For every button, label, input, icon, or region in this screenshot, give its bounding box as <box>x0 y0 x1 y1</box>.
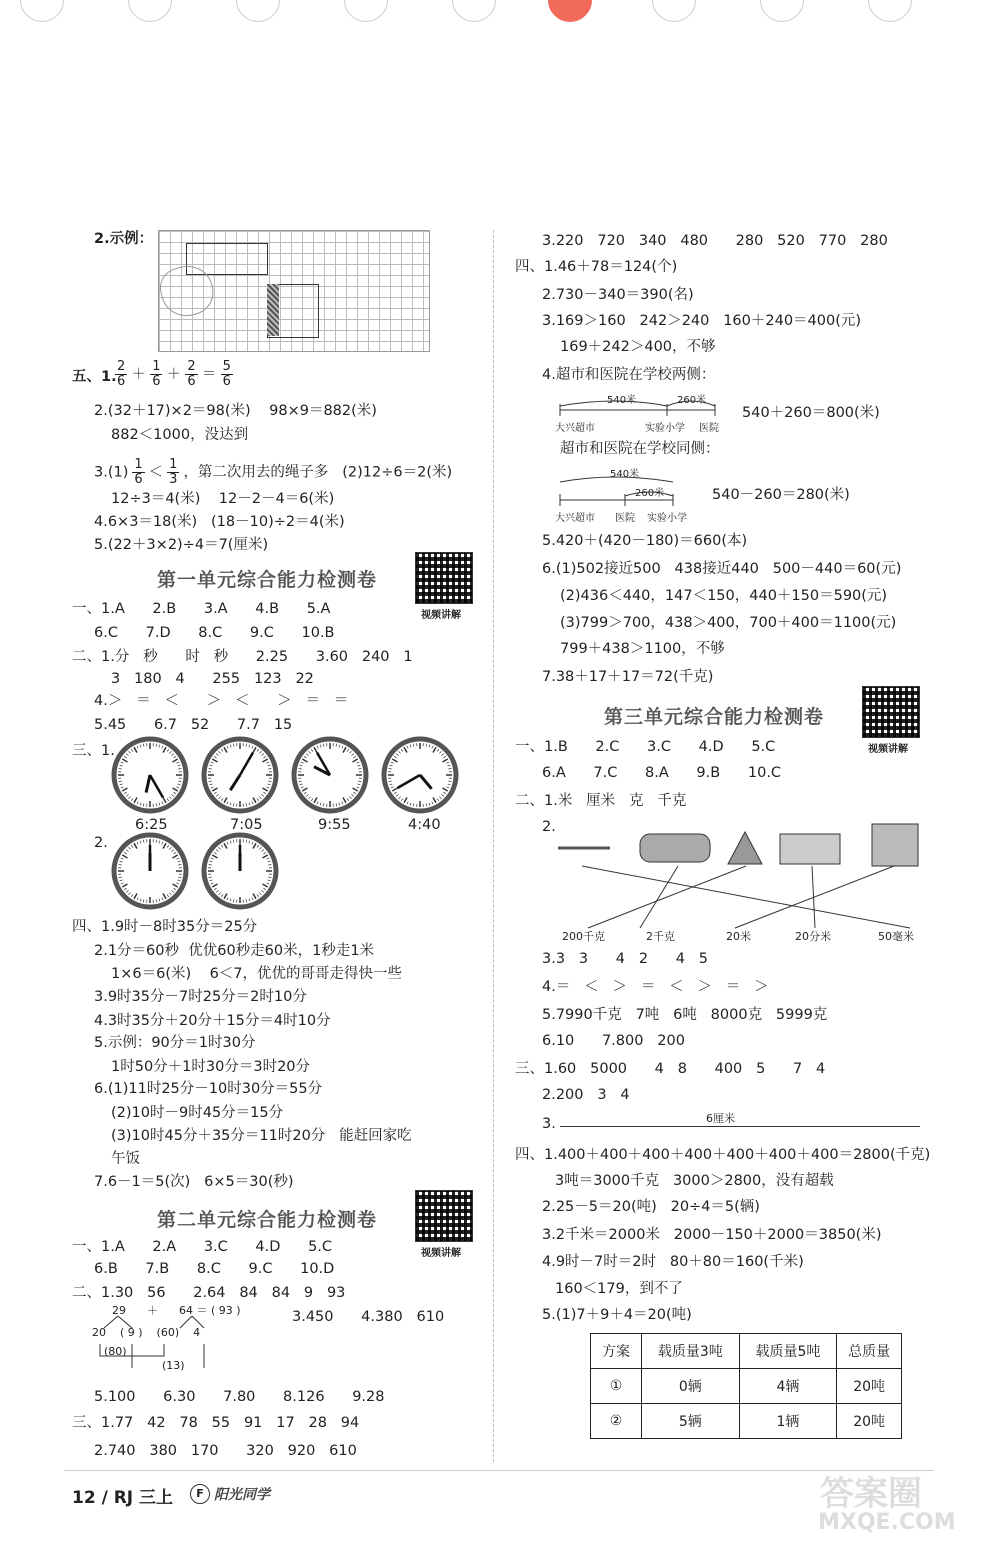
answer-line: 一、1.B 2.C 3.C 4.D 5.C <box>515 739 776 755</box>
q5-1-expression: $\frac{2}{6}$ ＋ $\frac{1}{6}$ ＋ $\frac{2}{6}$ ＝ $\frac{5}{6}$ <box>117 359 231 389</box>
page-edge-dot-active <box>548 0 592 22</box>
q5-1-label: 五、1. <box>72 369 117 385</box>
answer-line: 午饭 <box>111 1151 140 1167</box>
clock-face <box>384 739 456 811</box>
answer-line: 6.C 7.D 8.C 9.C 10.B <box>94 625 335 641</box>
page-edge-dot <box>868 0 912 22</box>
page-edge-dot <box>760 0 804 22</box>
answer-line: 6.10 7.800 200 <box>542 1033 685 1049</box>
answer-line: 4.6×3＝18(米) (18－10)÷2＝4(米) <box>94 514 345 530</box>
page-edge-dot <box>236 0 280 22</box>
answer-line: 2.1分＝60秒 优优60秒走60米，1秒走1米 <box>94 943 375 959</box>
clock-time: 6:25 <box>135 817 168 833</box>
answer-line: 540＋260＝800(米) <box>742 405 880 421</box>
match-label: 200千克 <box>562 930 605 943</box>
answer-line: 4.＝ ＜ ＞ ＝ ＜ ＞ ＝ ＞ <box>542 979 769 995</box>
answer-line: 799＋438＞1100，不够 <box>560 641 725 657</box>
table-header: 总质量 <box>837 1334 902 1369</box>
qr-code[interactable] <box>862 686 920 738</box>
matching-diagram <box>550 820 930 930</box>
match-label: 2千克 <box>646 930 675 943</box>
answer-line: (2)10时－9时45分＝15分 <box>111 1105 284 1121</box>
clock-time: 9:55 <box>318 817 351 833</box>
tiger-icon <box>640 834 710 862</box>
transport-plan-table <box>590 1333 902 1439</box>
distance-diagram-same: 540米 260米 大兴超市 医院 实验小学 <box>555 469 687 524</box>
clock-time: 4:40 <box>408 817 441 833</box>
answer-line: 四、1.9时－8时35分＝25分 <box>72 919 258 935</box>
answer-line: 2. <box>542 819 556 835</box>
answer-line: 4.3时35分＋20分＋15分＝4时10分 <box>94 1013 331 1029</box>
answer-line: 4.超市和医院在学校两侧： <box>542 367 716 383</box>
answer-line: 3.9时35分－7时25分＝2时10分 <box>94 989 307 1005</box>
answer-line: (2)436＜440，147＜150，440＋150＝590(元) <box>560 588 888 604</box>
answer-line: 二、1.米 厘米 克 千克 <box>515 793 687 809</box>
answer-line: 169＋242＞400，不够 <box>560 339 716 355</box>
match-label: 20米 <box>726 930 751 943</box>
clock-time: 7:05 <box>230 817 263 833</box>
answer-line: 5.45 6.7 52 7.7 15 <box>94 717 293 733</box>
table-header: 方案 <box>591 1334 642 1369</box>
answer-line: 3.2千米＝2000米 2000－150＋2000＝3850(米) <box>542 1227 882 1243</box>
distance-diagram-opposite: 540米 260米 大兴超市 实验小学 医院 <box>555 395 719 434</box>
answer-line: 2.740 380 170 320 920 610 <box>94 1443 357 1459</box>
answer-line: 5.7990千克 7吨 6吨 8000克 5999克 <box>542 1007 828 1023</box>
answer-line: 6.(1)11时25分－10时30分＝55分 <box>94 1081 323 1097</box>
table-cell: ② <box>591 1404 642 1439</box>
building-icon <box>872 824 918 866</box>
table-cell: 1辆 <box>739 1404 837 1439</box>
answer-line: 3.220 720 340 480 280 520 770 280 <box>542 233 888 249</box>
answer-line: 2. <box>94 835 108 851</box>
answer-line: 超市和医院在学校同侧： <box>560 441 720 457</box>
page-edge-dot <box>344 0 388 22</box>
answer-line: 5.示例：90分＝1时30分 <box>94 1035 256 1051</box>
answer-line: 7.6－1＝5(次) 6×5＝30(秒) <box>94 1174 294 1190</box>
answer-line: 3 180 4 255 123 22 <box>111 671 314 687</box>
answer-line: 1×6＝6(米) 6＜7，优优的哥哥走得快一些 <box>111 966 403 982</box>
table-header: 载质量3吨 <box>642 1334 740 1369</box>
answer-line: 三、1. <box>72 743 115 759</box>
clock-face-blank <box>204 835 276 907</box>
answer-line: 3.169＞160 242＞240 160＋240＝400(元) <box>542 313 862 329</box>
match-label: 50毫米 <box>878 930 914 943</box>
answer-line: (3)10时45分＋35分＝11时20分 能赶回家吃 <box>111 1128 412 1144</box>
answer-line: 5.(1)7＋9＋4＝20(吨) <box>542 1307 692 1323</box>
page-edge-dot <box>652 0 696 22</box>
segment-label: 6厘米 <box>706 1112 735 1125</box>
answer-line: 3. <box>542 1116 556 1132</box>
brand-logo: 阳光同学 <box>214 1487 270 1503</box>
column-divider <box>493 230 494 1462</box>
qr-code[interactable] <box>415 1190 473 1242</box>
answer-line: 四、1.400＋400＋400＋400＋400＋400＋400＝2800(千克) <box>515 1147 931 1163</box>
pineapple-icon <box>728 832 762 864</box>
table-header: 载质量5吨 <box>739 1334 837 1369</box>
answer-line: 3.3 3 4 2 4 5 <box>542 951 708 967</box>
table-cell: 0辆 <box>642 1369 740 1404</box>
match-label: 20分米 <box>795 930 831 943</box>
answer-line: 7.38＋17＋17＝72(千克) <box>542 669 714 685</box>
clock-face <box>114 739 186 811</box>
answer-line: 3吨＝3000千克 3000＞2800，没有超载 <box>555 1173 834 1189</box>
answer-line: 1时50分＋1时30分＝3时20分 <box>111 1059 311 1075</box>
answer-line: 12÷3＝4(米) 12－2－4＝6(米) <box>111 491 335 507</box>
answer-line: 6.A 7.C 8.A 9.B 10.C <box>542 765 782 781</box>
watermark: 答案圈 <box>820 1474 922 1514</box>
line-segment <box>560 1126 920 1127</box>
page-number: 12 / RJ 三上 <box>72 1488 174 1508</box>
table-cell: 20吨 <box>837 1404 902 1439</box>
answer-line: 二、1.30 56 2.64 84 84 9 93 <box>72 1285 346 1301</box>
answer-line: 三、1.60 5000 4 8 400 5 7 4 <box>515 1061 826 1077</box>
answer-line: 2.200 3 4 <box>542 1087 630 1103</box>
qr-caption: 视频讲解 <box>421 610 461 621</box>
unit1-heading: 第一单元综合能力检测卷 <box>157 569 378 591</box>
grid-shaded-strip <box>267 284 279 336</box>
clock-face <box>204 739 276 811</box>
unit2-heading: 第二单元综合能力检测卷 <box>157 1209 378 1231</box>
answer-line: 6.B 7.B 8.C 9.C 10.D <box>94 1261 335 1277</box>
table-row <box>591 1404 902 1439</box>
answer-line: 6.(1)502接近500 438接近440 500－440＝60(元) <box>542 561 902 577</box>
answer-line: 三、1.77 42 78 55 91 17 28 94 <box>72 1415 360 1431</box>
number-split-diagram: 29 ＋ 64 ＝ ( 93 ) 20 ( 9 ) (60) 4 (80) (13) <box>92 1304 241 1372</box>
table-cell: 20吨 <box>837 1369 902 1404</box>
answer-line: 4.＞ ＝ ＜ ＞ ＜ ＞ ＝ ＝ <box>94 693 349 709</box>
answer-line: 2.730－340＝390(名) <box>542 287 694 303</box>
footer-rule <box>64 1470 934 1471</box>
answer-line: 3.(1) $\frac{1}{6}$ ＜ $\frac{1}{3}$ ，第二次用去的绳子多 (2)12÷6＝2(米) <box>94 457 453 487</box>
grid-answer-label: 2.示例： <box>94 231 154 247</box>
answer-line: 5.420＋(420－180)＝660(本) <box>542 533 748 549</box>
qr-caption: 视频讲解 <box>868 744 908 755</box>
answer-line: 一、1.A 2.B 3.A 4.B 5.A <box>72 601 331 617</box>
answer-line: 160＜179，到不了 <box>555 1281 683 1297</box>
table-header-row <box>591 1334 902 1369</box>
page-edge-dot <box>128 0 172 22</box>
watermark-url: MXQE.COM <box>818 1510 956 1535</box>
square-grid <box>158 230 430 352</box>
answer-line: 540－260＝280(米) <box>712 487 850 503</box>
clock-face-blank <box>114 835 186 907</box>
answer-line: 4.9时－7时＝2时 80＋80＝160(千米) <box>542 1254 804 1270</box>
bed-icon <box>780 834 840 864</box>
answer-line: 5.(22＋3×2)÷4＝7(厘米) <box>94 537 269 553</box>
unit3-heading: 第三单元综合能力检测卷 <box>604 706 825 728</box>
page-edge-dot <box>452 0 496 22</box>
table-cell: 5辆 <box>642 1404 740 1439</box>
qr-code[interactable] <box>415 552 473 604</box>
table-cell: ① <box>591 1369 642 1404</box>
answer-line: 一、1.A 2.A 3.C 4.D 5.C <box>72 1239 333 1255</box>
answer-line: 2.25－5＝20(吨) 20÷4＝5(辆) <box>542 1199 760 1215</box>
clock-face <box>294 739 366 811</box>
table-cell: 4辆 <box>739 1369 837 1404</box>
answer-line: 二、1.分 秒 时 秒 2.25 3.60 240 1 <box>72 649 413 665</box>
answer-line: (3)799＞700，438＞400，700＋400＝1100(元) <box>560 615 897 631</box>
answer-line: 882＜1000，没达到 <box>111 427 249 443</box>
qr-caption: 视频讲解 <box>421 1248 461 1259</box>
answer-line: 5.100 6.30 7.80 8.126 9.28 <box>94 1389 385 1405</box>
answer-line: 2.(32＋17)×2＝98(米) 98×9＝882(米) <box>94 403 377 419</box>
table-row <box>591 1369 902 1404</box>
answer-line: 四、1.46＋78＝124(个) <box>515 259 678 275</box>
page-edge-dot <box>20 0 64 22</box>
answer-line: 3.450 4.380 610 <box>292 1309 445 1325</box>
edition-badge: F <box>190 1484 210 1504</box>
